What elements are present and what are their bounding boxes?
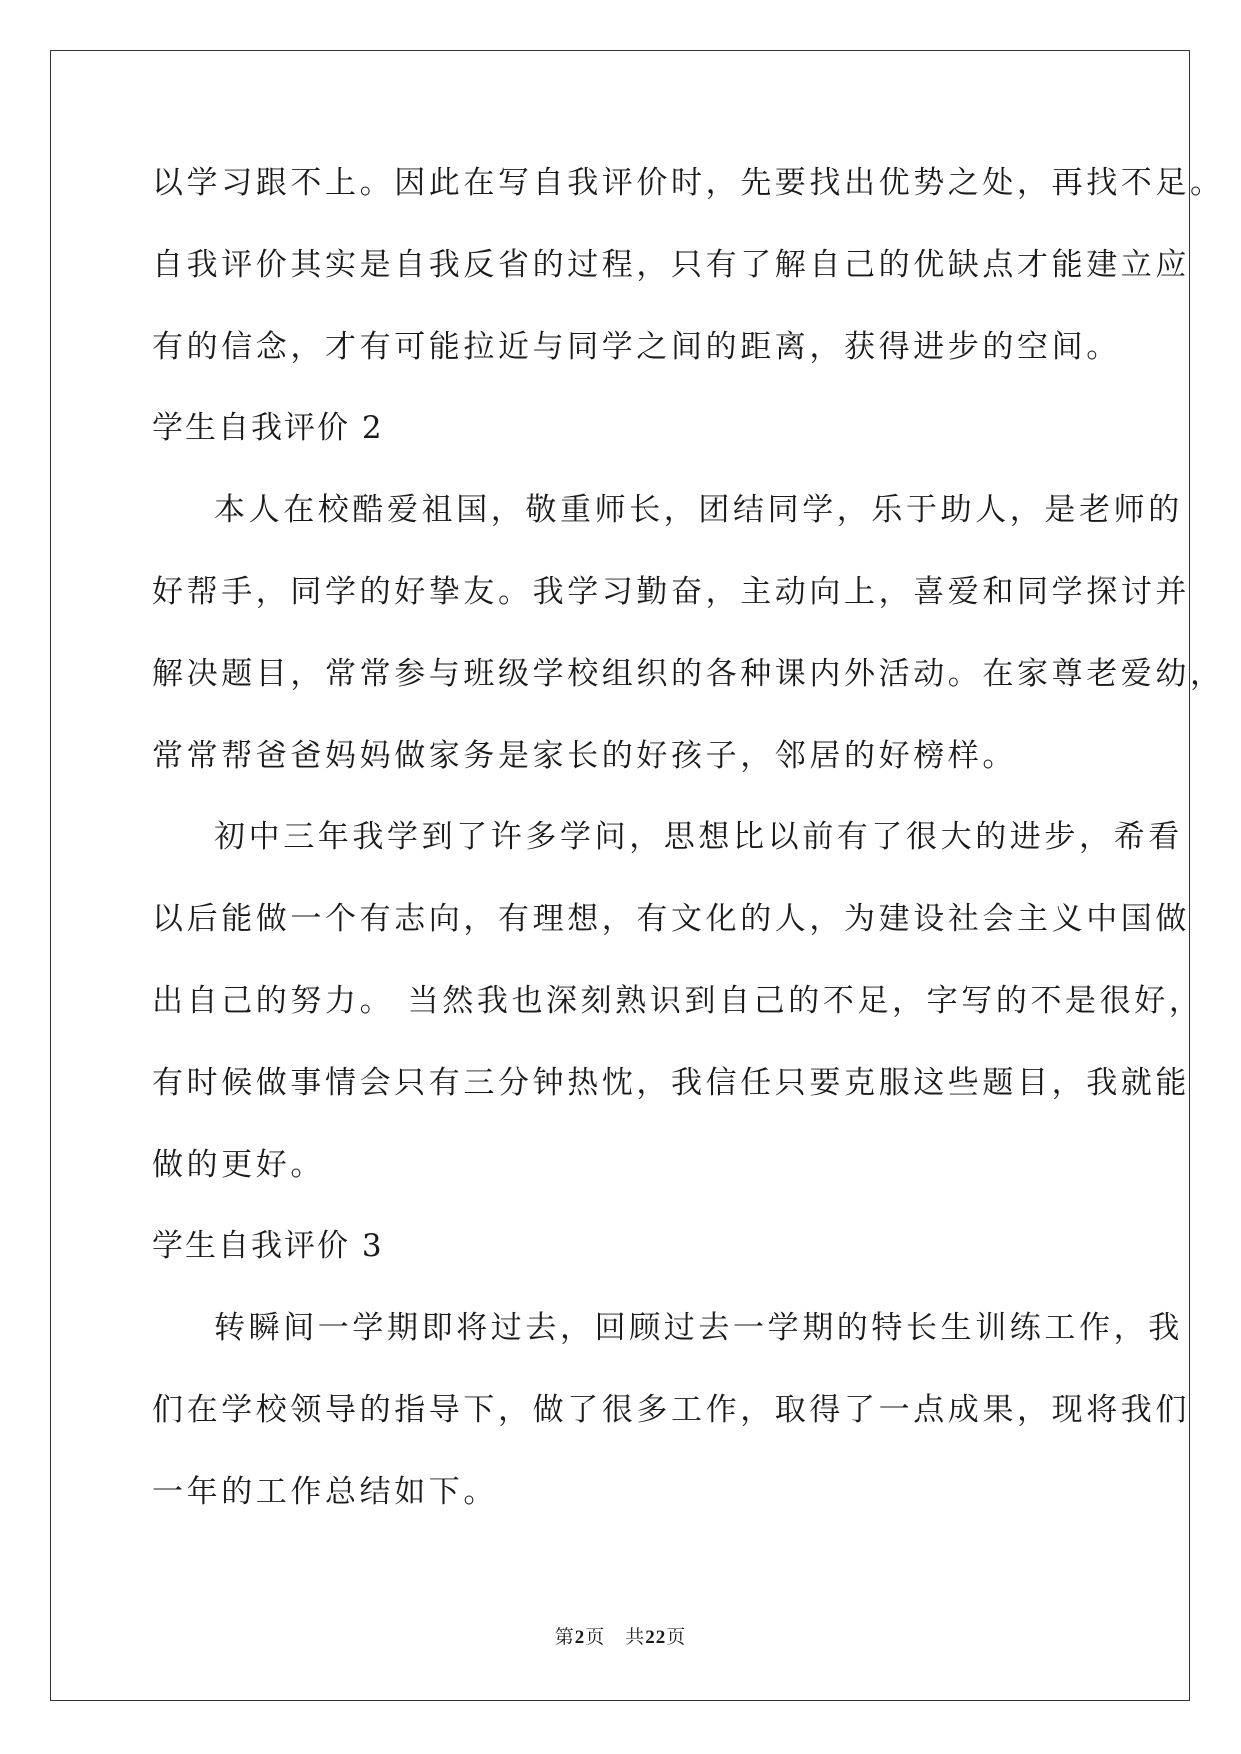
text-line: 好帮手，同学的好挚友。我学习勤奋，主动向上，喜爱和同学探讨并: [152, 573, 1190, 610]
paragraph-first-line: 转瞬间一学期即将过去，回顾过去一学期的特长生训练工作，我: [214, 1310, 1183, 1347]
footer-prefix: 第: [554, 1626, 575, 1648]
page-footer: [0, 1624, 1241, 1651]
paragraph-first-line: 本人在校酷爱祖国，敬重师长，团结同学，乐于助人，是老师的: [214, 492, 1183, 529]
text-line: 解决题目，常常参与班级学校组织的各种课内外活动。在家尊老爱幼，: [152, 655, 1225, 692]
text-line: 有的信念，才有可能拉近与同学之间的距离，获得进步的空间。: [152, 328, 1121, 365]
footer-total-prefix: 共: [625, 1626, 646, 1648]
section-heading: 学生自我评价 3: [152, 1228, 384, 1265]
current-page-number: 2: [574, 1627, 586, 1648]
text-line: 有时候做事情会只有三分钟热忱，我信任只要克服这些题目，我就能: [152, 1064, 1190, 1101]
paragraph-first-line: 初中三年我学到了许多学问，思想比以前有了很大的进步，希看: [214, 819, 1183, 856]
text-line: 做的更好。: [152, 1146, 325, 1183]
total-page-count: 22: [645, 1627, 667, 1648]
text-line: 出自己的努力。 当然我也深刻熟识到自己的不足，字写的不是很好，: [152, 982, 1204, 1019]
text-line: 自我评价其实是自我反省的过程，只有了解自己的优缺点才能建立应: [152, 246, 1190, 283]
text-line: 常常帮爸爸妈妈做家务是家长的好孩子，邻居的好榜样。: [152, 737, 1017, 774]
text-line: 们在学校领导的指导下，做了很多工作，取得了一点成果，现将我们: [152, 1391, 1190, 1428]
text-line: 以学习跟不上。因此在写自我评价时，先要找出优势之处，再找不足。: [152, 165, 1225, 201]
section-heading: 学生自我评价 2: [152, 410, 384, 447]
text-line: 一年的工作总结如下。: [152, 1473, 498, 1510]
text-line: 以后能做一个有志向，有理想，有文化的人，为建设社会主义中国做: [152, 901, 1190, 938]
footer-page-suffix: 页: [585, 1626, 606, 1648]
footer-total-suffix: 页: [666, 1626, 687, 1648]
document-body: [152, 158, 1225, 1549]
